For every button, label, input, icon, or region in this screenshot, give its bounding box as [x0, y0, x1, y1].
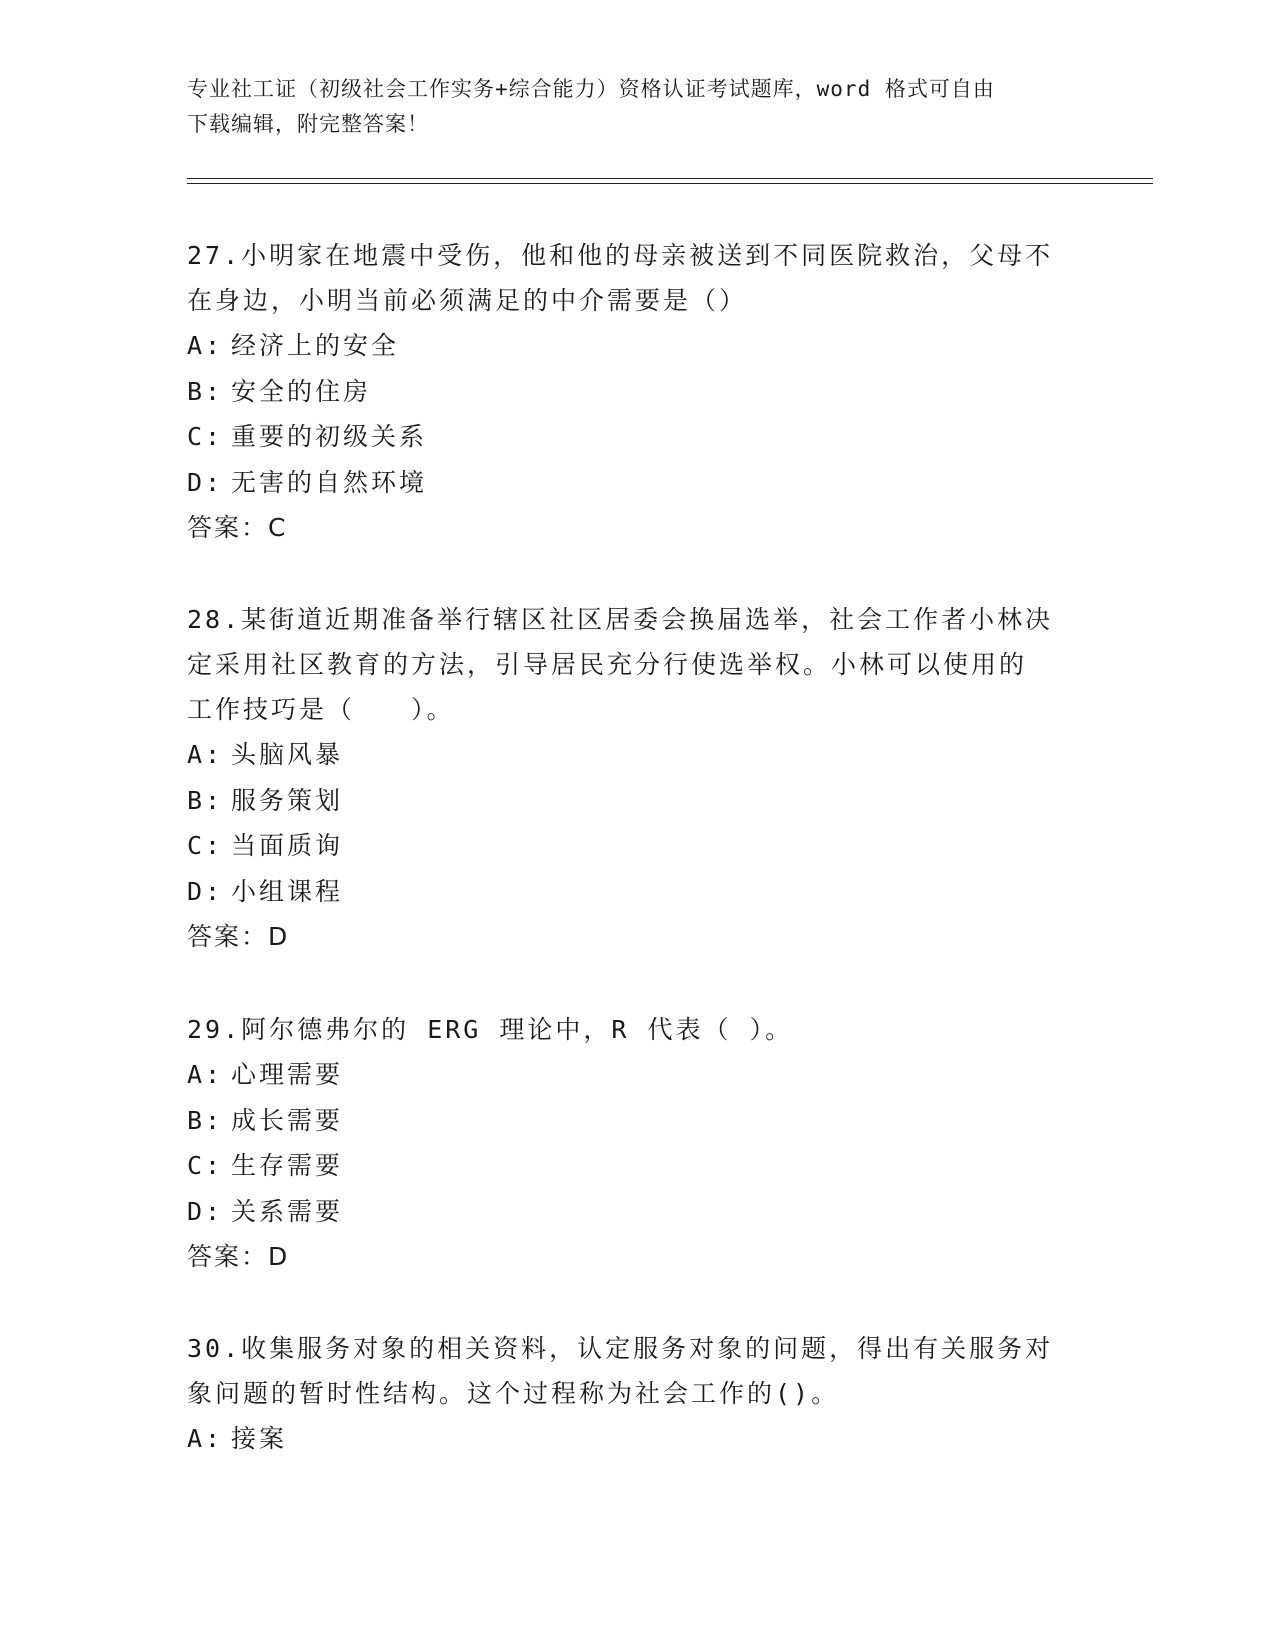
option-c: [187, 823, 1087, 869]
option-text: 经济上的安全: [231, 331, 400, 360]
header-divider-bottom: [187, 183, 1153, 184]
question-stem-line: 28.某街道近期准备举行辖区社区居委会换届选举，社会工作者小林决: [187, 605, 1054, 634]
option-text: 接案: [231, 1424, 288, 1453]
option-c: [187, 1143, 1087, 1189]
option-d: [187, 1189, 1087, 1235]
option-b: [187, 1098, 1087, 1144]
question-stem-line: 27.小明家在地震中受伤，他和他的母亲被送到不同医院救治，父母不: [187, 241, 1054, 270]
question-29: [187, 1007, 1087, 1279]
option-key: B:: [187, 785, 224, 815]
option-key: B:: [187, 376, 224, 406]
intro-line-2: 下载编辑，附完整答案！: [187, 112, 429, 136]
option-key: A:: [187, 1060, 224, 1089]
option-d: [187, 460, 1087, 506]
option-text: 当面质询: [231, 831, 344, 860]
answer-line: 答案：D: [187, 1242, 290, 1271]
question-stem-line: 定采用社区教育的方法，引导居民充分行使选举权。小林可以使用的: [187, 650, 1028, 679]
question-stem-line: 30.收集服务对象的相关资料，认定服务对象的问题，得出有关服务对: [187, 1334, 1054, 1363]
option-text: 头脑风暴: [231, 740, 344, 769]
answer-line: 答案：C: [187, 513, 288, 542]
option-key: A:: [187, 740, 224, 769]
header-divider-top: [187, 178, 1153, 179]
option-a: [187, 732, 1087, 778]
question-stem-line: 象问题的暂时性结构。这个过程称为社会工作的()。: [187, 1379, 840, 1408]
option-key: D:: [187, 467, 224, 497]
option-text: 生存需要: [231, 1151, 344, 1180]
option-text: 服务策划: [231, 785, 344, 815]
option-a: [187, 1416, 1087, 1462]
option-c: [187, 414, 1087, 460]
option-text: 心理需要: [231, 1060, 344, 1089]
option-text: 关系需要: [231, 1196, 344, 1226]
option-d: [187, 869, 1087, 915]
question-28: [187, 597, 1087, 959]
document-intro: [187, 72, 1087, 142]
option-key: B:: [187, 1105, 224, 1135]
option-text: 成长需要: [231, 1105, 344, 1135]
option-text: 安全的住房: [231, 376, 372, 406]
option-key: C:: [187, 1151, 224, 1180]
option-key: A:: [187, 1424, 224, 1453]
option-text: 重要的初级关系: [231, 422, 428, 451]
option-a: [187, 1052, 1087, 1098]
question-stem-line: 工作技巧是（ ）。: [187, 695, 455, 724]
option-key: C:: [187, 422, 224, 451]
option-text: 无害的自然环境: [231, 467, 428, 497]
question-stem-line: 29.阿尔德弗尔的 ERG 理论中，R 代表（ ）。: [187, 1015, 794, 1044]
question-stem-line: 在身边，小明当前必须满足的中介需要是（）: [187, 286, 748, 315]
option-key: D:: [187, 876, 224, 906]
option-b: [187, 778, 1087, 824]
option-key: A:: [187, 331, 224, 360]
option-b: [187, 369, 1087, 415]
question-27: [187, 233, 1087, 550]
option-key: D:: [187, 1196, 224, 1226]
option-text: 小组课程: [231, 876, 344, 906]
question-30: [187, 1326, 1087, 1462]
option-a: [187, 323, 1087, 369]
answer-line: 答案：D: [187, 922, 290, 951]
intro-line-1: 专业社工证（初级社会工作实务+综合能力）资格认证考试题库，word 格式可自由: [187, 77, 995, 101]
option-key: C:: [187, 831, 224, 860]
